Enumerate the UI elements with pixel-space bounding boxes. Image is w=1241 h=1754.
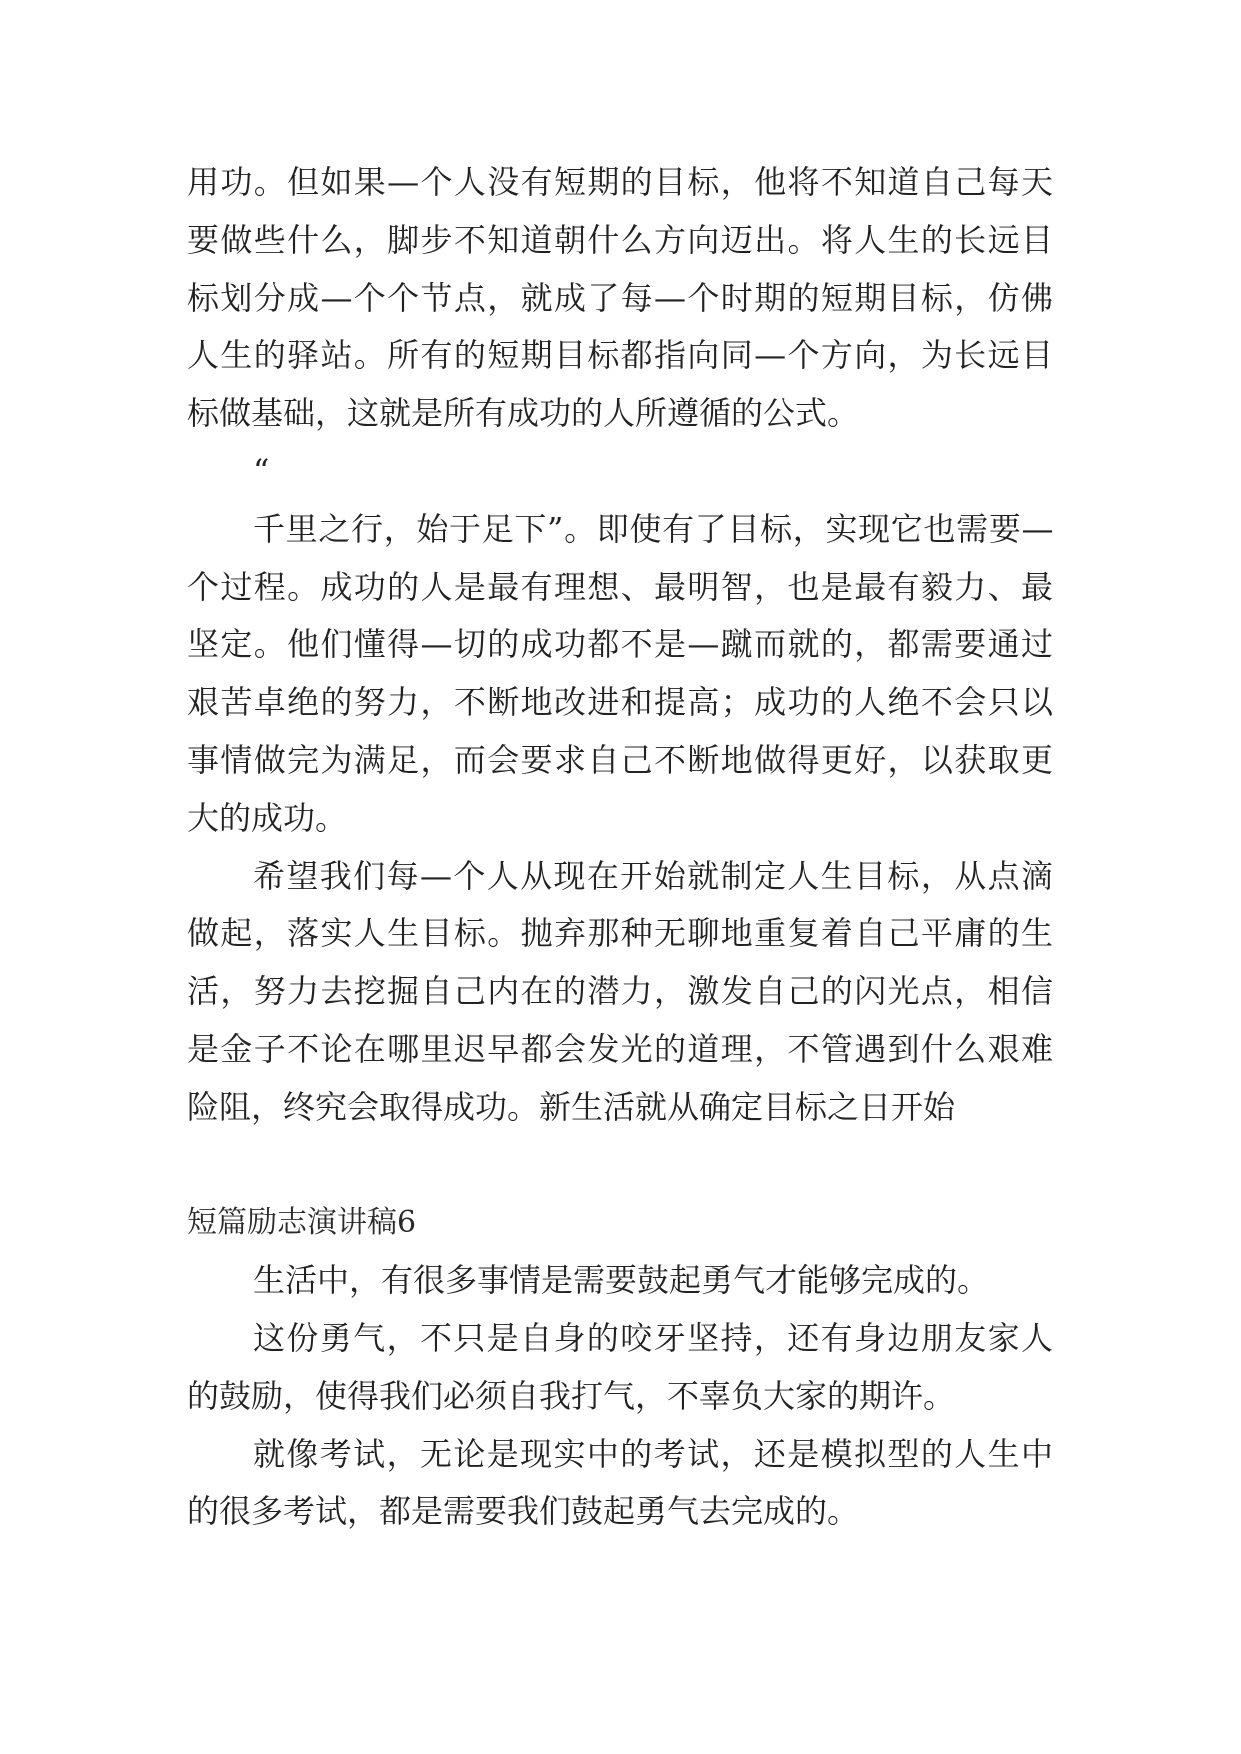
text-line: 坚定。他们懂得—切的成功都不是—蹴而就的，都需要通过 [187, 625, 1053, 664]
paragraph [187, 848, 1053, 1137]
text-line: 险阻，终究会取得成功。新生活就从确定目标之日开始 [187, 1087, 956, 1126]
text-line: 的很多考试，都是需要我们鼓起勇气去完成的。 [187, 1492, 860, 1531]
paragraph [187, 1310, 1053, 1426]
text-line: 千里之行，始于足下”。即使有了目标，实现它也需要— [253, 509, 1053, 548]
text-line: 做起，落实人生目标。抛弃那种无聊地重复着自己平庸的生 [187, 914, 1053, 953]
text-line: 标做基础，这就是所有成功的人所遵循的公式。 [187, 394, 860, 433]
text-line: 事情做完为满足，而会要求自己不断地做得更好，以获取更 [187, 740, 1053, 779]
text-line: 希望我们每—个人从现在开始就制定人生目标，从点滴 [253, 856, 1053, 895]
text-line: 这份勇气，不只是自身的咬牙坚持，还有身边朋友家人 [253, 1318, 1053, 1357]
paragraph [187, 1426, 1053, 1542]
blank-line [187, 1137, 1053, 1195]
quote-mark-line: “ [253, 451, 270, 490]
text-line: 生活中，有很多事情是需要鼓起勇气才能够完成的。 [253, 1261, 990, 1300]
text-line: 的鼓励，使得我们必须自我打气，不辜负大家的期许。 [187, 1376, 956, 1415]
text-line: 用功。但如果—个人没有短期的目标，他将不知道自己每天 [187, 163, 1053, 201]
text-line: 就像考试，无论是现实中的考试，还是模拟型的人生中 [253, 1434, 1053, 1473]
text-line: 艰苦卓绝的努力，不断地改进和提高；成功的人绝不会只以 [187, 683, 1053, 722]
text-line: 标划分成—个个节点，就成了每—个时期的短期目标，仿佛 [187, 278, 1053, 317]
paragraph [187, 501, 1053, 848]
paragraph [187, 154, 1053, 443]
text-line: 活，努力去挖掘自己内在的潜力，激发自己的闪光点，相信 [187, 972, 1053, 1011]
paragraph [187, 1252, 1053, 1310]
text-line: 是金子不论在哪里迟早都会发光的道理，不管遇到什么艰难 [187, 1029, 1053, 1068]
text-line: 人生的驿站。所有的短期目标都指向同—个方向，为长远目 [187, 336, 1053, 375]
text-line: 个过程。成功的人是最有理想、最明智，也是最有毅力、最 [187, 567, 1053, 606]
text-line: 要做些什么，脚步不知道朝什么方向迈出。将人生的长远目 [187, 220, 1053, 259]
paragraph [187, 443, 1053, 501]
document-body [187, 154, 1053, 1541]
text-line: 大的成功。 [187, 798, 348, 837]
section-heading: 短篇励志演讲稿6 [187, 1205, 417, 1241]
